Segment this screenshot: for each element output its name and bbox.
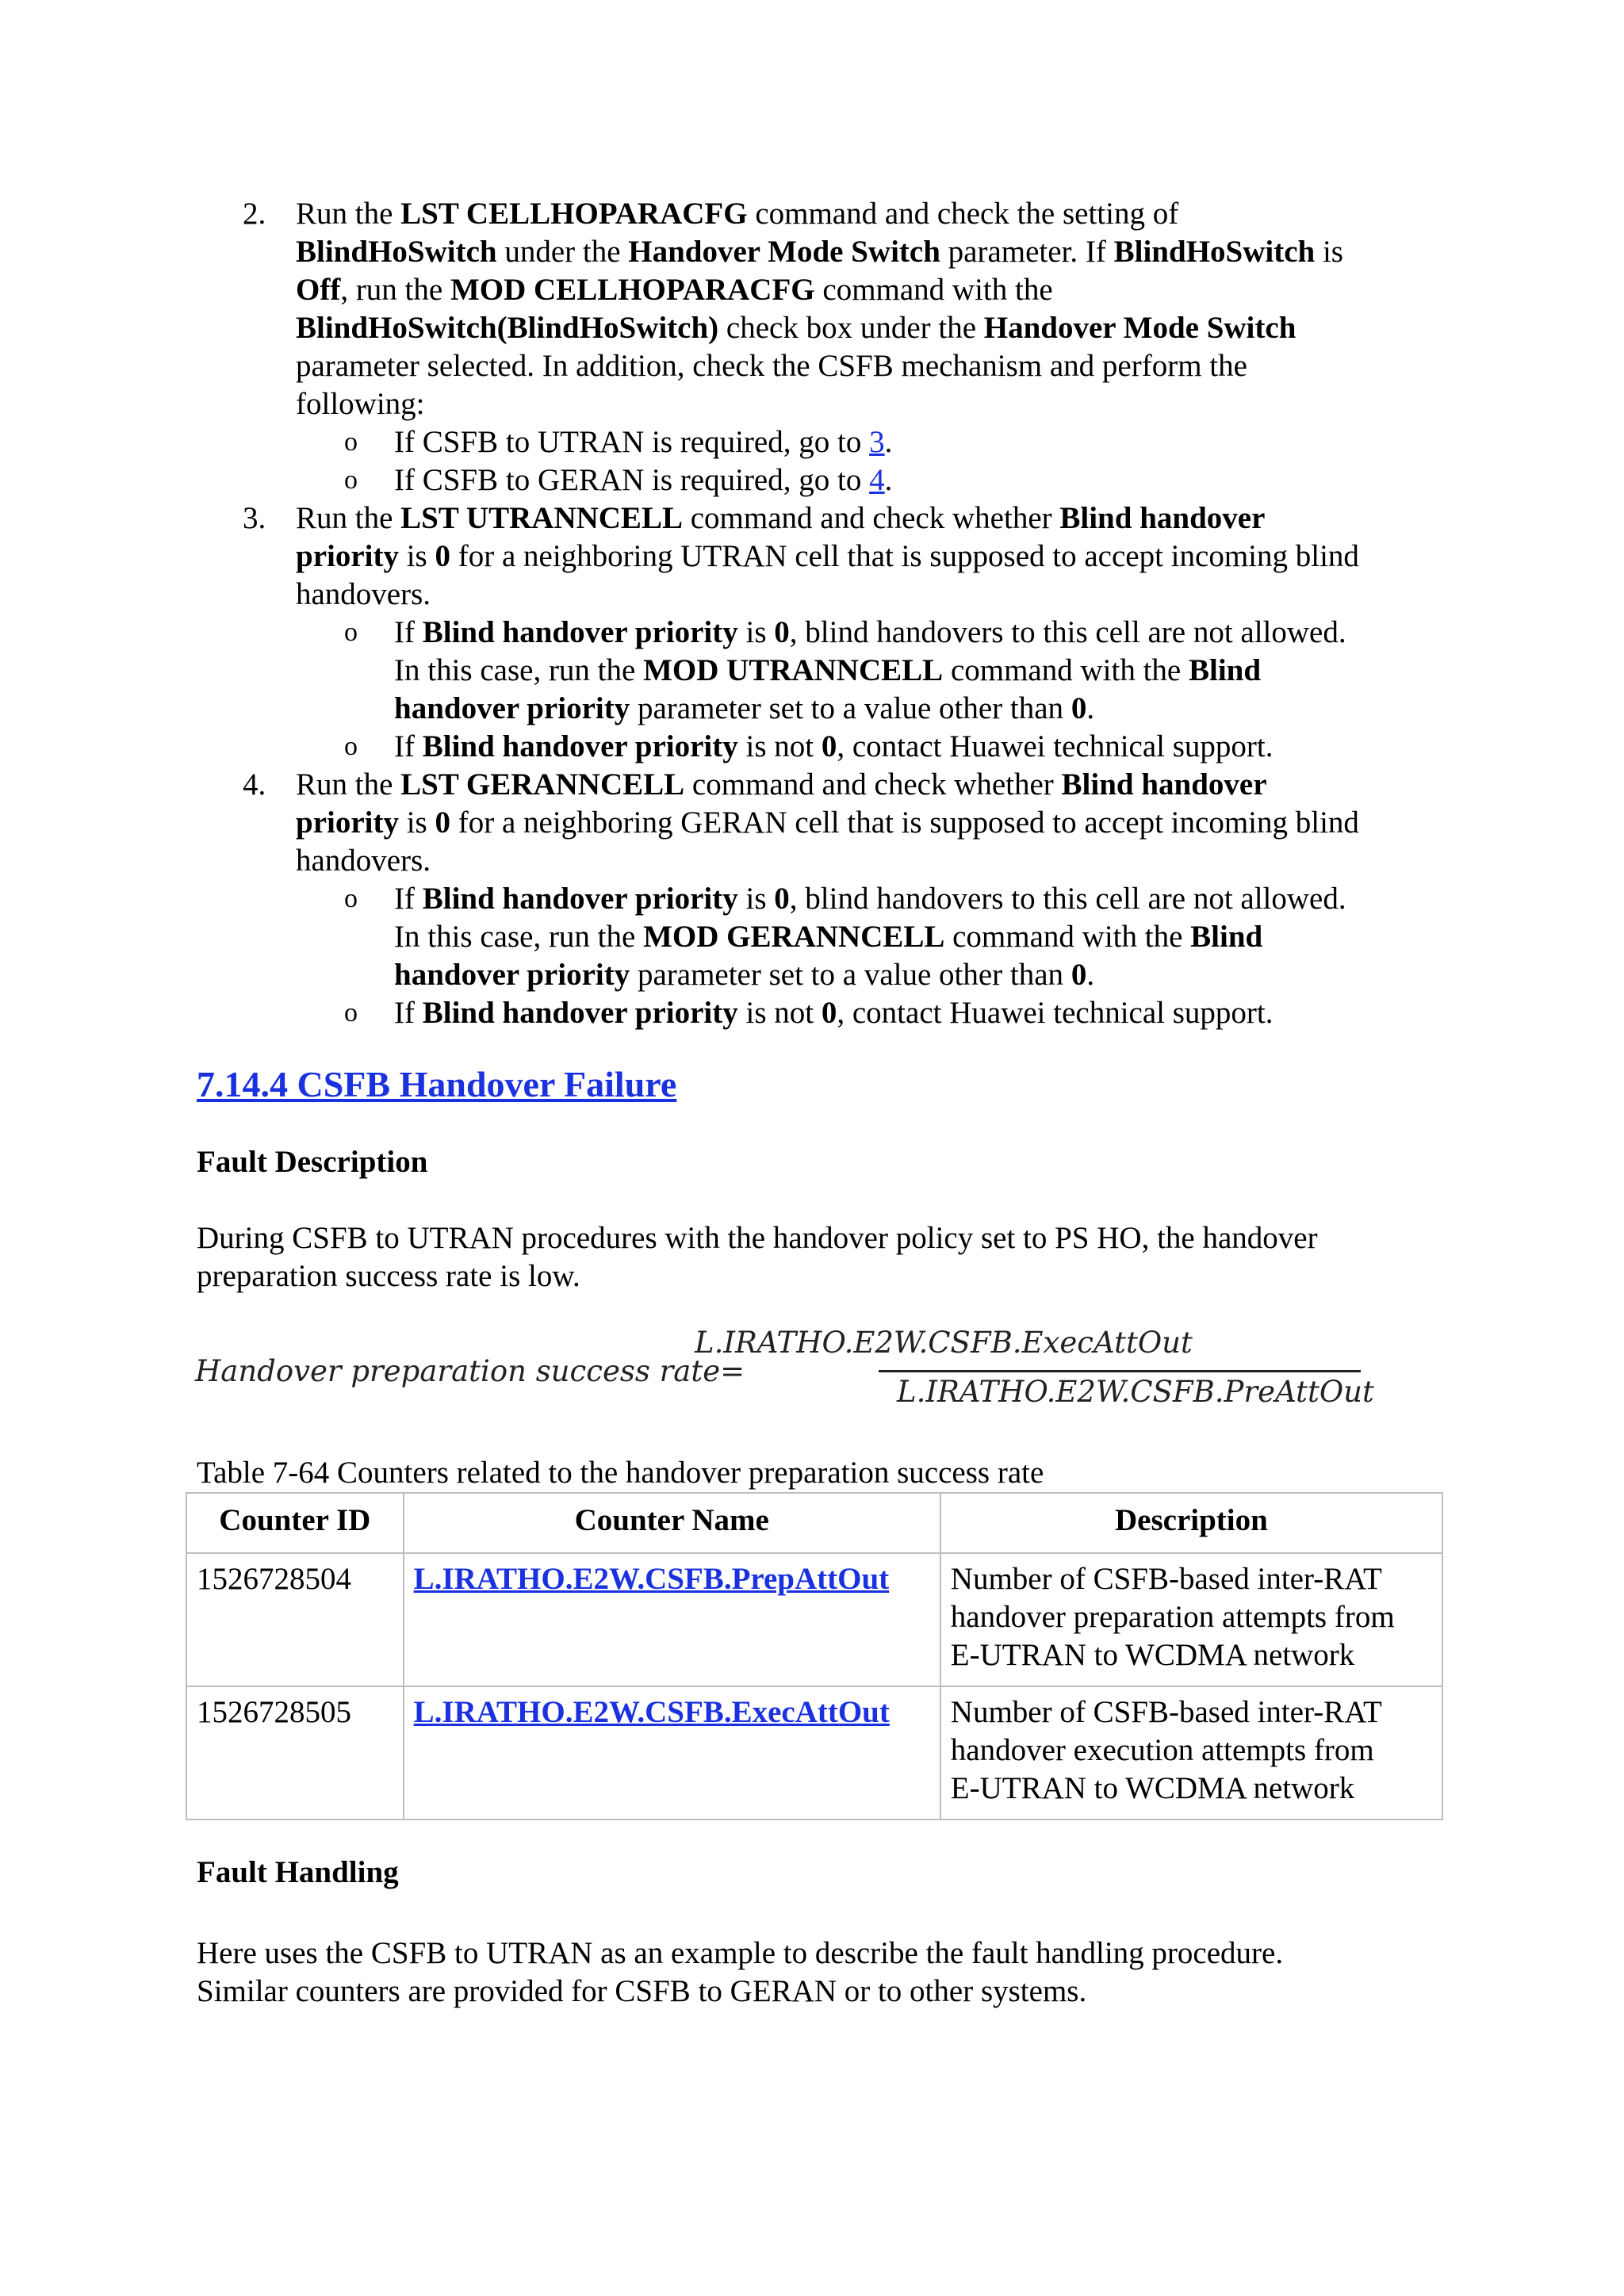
bullet-icon: o [344,998,358,1027]
table-header-row [186,1493,1442,1553]
link-step-3[interactable]: 3 [869,425,885,459]
bullet-icon: o [344,427,358,457]
bullet-icon: o [344,732,358,761]
counter-name-link[interactable]: L.IRATHO.E2W.CSFB.PrepAttOut [413,1562,890,1596]
step3-sub1-line-3: handover priority parameter set to a value other than 0. [394,691,1095,725]
counters-table [186,1492,1443,1820]
fault-handling-line-1: Here uses the CSFB to UTRAN as an example to describe the fault handling procedure. [197,1936,1284,1970]
fault-description-title: Fault Description [197,1145,428,1179]
step2-line-6: following: [296,387,425,421]
fault-description-line-2: preparation success rate is low. [197,1259,580,1293]
step4-sub1-line-2: In this case, run the MOD GERANNCELL command with the Blind [394,920,1263,954]
step3-line-1: Run the LST UTRANNCELL command and check whether Blind handover [296,501,1266,535]
step-number: 4. [243,767,266,802]
counter-id-cell: 1526728505 [186,1686,404,1820]
step2-sub-utran: If CSFB to UTRAN is required, go to 3. [394,425,893,459]
step3-sub2: If Blind handover priority is not 0, contact Huawei technical support. [394,729,1274,763]
step3-sub1-line-1: If Blind handover priority is 0, blind handovers to this cell are not allowed. [394,615,1346,649]
step4-line-3: handovers. [296,844,431,878]
header-counter-name: Counter Name [404,1493,940,1553]
table-row [186,1686,1442,1820]
step2-sub-geran: If CSFB to GERAN is required, go to 4. [394,463,893,497]
step4-sub1-line-1: If Blind handover priority is 0, blind handovers to this cell are not allowed. [394,882,1346,916]
table-row [186,1553,1442,1686]
header-counter-id: Counter ID [186,1493,404,1553]
bullet-icon: o [344,884,358,913]
description-cell: Number of CSFB-based inter-RAT handover execution attempts from E-UTRAN to WCDMA network [940,1686,1442,1820]
formula-denominator: L.IRATHO.E2W.CSFB.PreAttOut [897,1375,1374,1409]
counter-name-link[interactable]: L.IRATHO.E2W.CSFB.ExecAttOut [413,1695,890,1729]
step4-sub1-line-3: handover priority parameter set to a value other than 0. [394,958,1095,992]
description-cell: Number of CSFB-based inter-RAT handover preparation attempts from E-UTRAN to WCDMA network [940,1553,1442,1686]
step-number: 3. [243,501,266,535]
counter-id-cell: 1526728504 [186,1553,404,1686]
formula-lhs: Handover preparation success rate= [195,1354,745,1388]
step3-line-2: priority is 0 for a neighboring UTRAN cell that is supposed to accept incoming blind [296,539,1359,573]
header-description: Description [940,1493,1442,1553]
step4-line-2: priority is 0 for a neighboring GERAN cell that is supposed to accept incoming blind [296,806,1359,840]
formula-numerator: L.IRATHO.E2W.CSFB.ExecAttOut [695,1326,1193,1360]
step3-line-3: handovers. [296,577,431,611]
success-rate-formula [195,1324,1374,1419]
fraction-bar [879,1370,1361,1372]
fault-description-line-1: During CSFB to UTRAN procedures with the handover policy set to PS HO, the handover [197,1221,1318,1255]
step2-line-2: BlindHoSwitch under the Handover Mode Switch parameter. If BlindHoSwitch is [296,235,1343,269]
link-step-4[interactable]: 4 [869,463,885,497]
counter-name-cell [404,1686,940,1820]
step4-sub2: If Blind handover priority is not 0, contact Huawei technical support. [394,996,1274,1030]
step2-line-3: Off, run the MOD CELLHOPARACFG command with the [296,273,1053,307]
step4-line-1: Run the LST GERANNCELL command and check whether Blind handover [296,767,1267,802]
table-caption: Table 7-64 Counters related to the handover preparation success rate [197,1456,1044,1490]
step2-line-1: Run the LST CELLHOPARACFG command and check the setting of [296,197,1179,231]
bullet-icon: o [344,465,358,495]
section-heading-link[interactable]: 7.14.4 CSFB Handover Failure [197,1064,677,1104]
fault-handling-line-2: Similar counters are provided for CSFB to GERAN or to other systems. [197,1974,1087,2008]
step3-sub1-line-2: In this case, run the MOD UTRANNCELL command with the Blind [394,653,1262,687]
step-number: 2. [243,197,266,231]
counter-name-cell [404,1553,940,1686]
fault-handling-title: Fault Handling [197,1855,399,1889]
step2-line-4: BlindHoSwitch(BlindHoSwitch) check box under the Handover Mode Switch [296,311,1297,345]
bullet-icon: o [344,618,358,647]
step2-line-5: parameter selected. In addition, check the CSFB mechanism and perform the [296,349,1247,383]
